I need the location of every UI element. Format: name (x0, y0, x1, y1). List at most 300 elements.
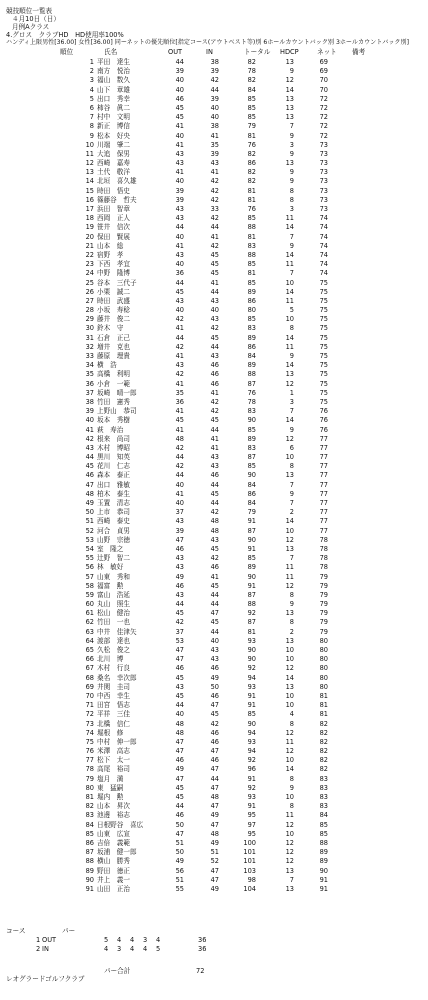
player-name-cell: 木村 博昭 (97, 443, 130, 452)
hdcp-cell: 8 (289, 462, 294, 471)
rank-cell: 49 (85, 499, 94, 507)
rank-cell: 43 (85, 443, 94, 452)
document-title: 競技順位一覧表 (6, 7, 53, 15)
out-score-cell: 43 (175, 682, 184, 691)
net-score-cell: 83 (319, 793, 328, 801)
out-score-cell: 42 (175, 443, 184, 452)
rank-cell: 66 (85, 655, 94, 664)
hdcp-cell: 12 (285, 379, 294, 388)
col-remarks: 備考 (352, 48, 366, 56)
player-name-cell: 大追 保男 (97, 149, 130, 158)
in-score-cell: 45 (210, 581, 219, 590)
rank-cell: 28 (85, 306, 94, 315)
in-score-cell: 44 (210, 287, 219, 296)
hdcp-cell: 12 (285, 747, 294, 756)
par-total-value: 72 (196, 967, 205, 975)
hdcp-cell: 11 (285, 214, 294, 223)
net-score-cell: 75 (319, 352, 328, 360)
table-row (0, 830, 428, 839)
table-row (0, 637, 428, 646)
total-score-cell: 90 (247, 572, 256, 581)
hdcp-cell: 13 (285, 884, 294, 893)
rank-cell: 18 (85, 214, 94, 223)
in-score-cell: 41 (210, 572, 219, 581)
net-score-cell: 77 (319, 508, 328, 517)
out-score-cell: 41 (175, 122, 184, 131)
player-name-cell: 北川 博 (97, 655, 124, 664)
net-score-cell: 69 (319, 58, 328, 66)
rank-cell: 46 (85, 471, 94, 480)
rank-cell: 47 (85, 480, 94, 489)
net-score-cell: 76 (319, 407, 328, 416)
rank-cell: 8 (89, 122, 94, 131)
in-score-cell: 49 (210, 811, 219, 820)
total-score-cell: 88 (247, 600, 256, 609)
total-score-cell: 82 (247, 58, 256, 66)
table-row (0, 269, 428, 278)
total-score-cell: 85 (247, 278, 256, 287)
net-score-cell: 74 (319, 223, 328, 232)
out-score-cell: 40 (175, 260, 184, 269)
player-name-cell: 上野山 恭司 (97, 407, 137, 416)
out-score-cell: 41 (175, 140, 184, 149)
net-score-cell: 82 (319, 719, 328, 728)
hdcp-cell: 7 (289, 407, 294, 416)
in-score-cell: 43 (210, 352, 219, 360)
player-name-cell: 横山 勝秀 (97, 857, 130, 866)
net-score-cell: 81 (319, 701, 328, 710)
player-name-cell: 柿谷 眞二 (97, 103, 130, 112)
net-score-cell: 72 (319, 103, 328, 112)
total-score-cell: 85 (247, 425, 256, 434)
out-score-cell: 43 (175, 205, 184, 213)
course-row-2-par-2: 3 (117, 945, 122, 953)
player-name-cell: 室 隆之 (97, 544, 124, 553)
in-score-cell: 41 (210, 388, 219, 397)
table-row (0, 361, 428, 370)
total-score-cell: 92 (247, 756, 256, 765)
table-row (0, 765, 428, 774)
table-row (0, 297, 428, 306)
hdcp-cell: 8 (289, 774, 294, 783)
rank-cell: 91 (85, 884, 94, 893)
total-score-cell: 90 (247, 655, 256, 664)
out-score-cell: 43 (175, 296, 184, 305)
player-name-cell: 新正 博信 (97, 122, 130, 131)
player-name-cell: 中村 伸一郎 (97, 737, 137, 746)
net-score-cell: 77 (319, 434, 328, 443)
player-name-cell: 辻野 智二 (97, 554, 130, 563)
hdcp-cell: 10 (285, 646, 294, 654)
out-score-cell: 39 (175, 195, 184, 204)
total-score-cell: 101 (243, 848, 256, 857)
total-score-cell: 89 (247, 287, 256, 296)
in-score-cell: 44 (210, 774, 219, 783)
table-row (0, 426, 428, 435)
player-name-cell: 井上 義一 (97, 875, 130, 884)
in-score-cell: 42 (210, 195, 219, 204)
table-row (0, 701, 428, 710)
total-score-cell: 98 (247, 875, 256, 884)
player-name-cell: 富山 浩延 (97, 590, 130, 599)
player-name-cell: 堀内 勲 (97, 793, 124, 801)
player-name-cell: 桑名 幸次郎 (97, 673, 137, 682)
in-score-cell: 46 (210, 361, 219, 370)
rank-cell: 89 (85, 866, 94, 875)
in-score-cell: 44 (210, 590, 219, 599)
table-row (0, 775, 428, 784)
in-score-cell: 43 (210, 453, 219, 462)
total-score-cell: 83 (247, 443, 256, 452)
out-score-cell: 44 (175, 223, 184, 232)
player-name-cell: 西崎 嘉寿 (97, 159, 130, 168)
player-name-cell: 平祥 三佳 (97, 710, 130, 719)
course-row-1-no: 1 (36, 936, 41, 944)
rank-cell: 40 (85, 416, 94, 425)
player-name-cell: 山下 章雄 (97, 85, 130, 94)
hdcp-cell: 7 (289, 480, 294, 489)
total-score-cell: 91 (247, 774, 256, 783)
rank-cell: 29 (85, 315, 94, 324)
rank-cell: 14 (85, 177, 94, 186)
net-score-cell: 77 (319, 480, 328, 489)
in-score-cell: 41 (210, 434, 219, 443)
hdcp-cell: 13 (285, 159, 294, 168)
player-name-cell: 小栗 誠二 (97, 287, 130, 296)
out-score-cell: 47 (175, 747, 184, 756)
rank-cell: 38 (85, 397, 94, 406)
total-score-cell: 82 (247, 177, 256, 186)
net-score-cell: 75 (319, 296, 328, 305)
in-score-cell: 43 (210, 535, 219, 544)
rank-cell: 1 (89, 58, 94, 66)
net-score-cell: 88 (319, 838, 328, 847)
table-row (0, 132, 428, 141)
out-score-cell: 43 (175, 149, 184, 158)
in-score-cell: 45 (210, 416, 219, 425)
rank-cell: 23 (85, 260, 94, 269)
table-row (0, 233, 428, 242)
total-score-cell: 88 (247, 223, 256, 232)
in-score-cell: 43 (210, 655, 219, 664)
course-row-1-par-3: 4 (130, 936, 135, 944)
out-score-cell: 50 (175, 820, 184, 829)
hdcp-cell: 1 (289, 388, 294, 397)
in-score-cell: 45 (210, 710, 219, 719)
rank-cell: 75 (85, 737, 94, 746)
hdcp-cell: 7 (289, 554, 294, 563)
in-score-cell: 44 (210, 480, 219, 489)
net-score-cell: 74 (319, 214, 328, 223)
rank-cell: 55 (85, 554, 94, 563)
out-score-cell: 51 (175, 875, 184, 884)
col-hdcp: HDCP (280, 48, 299, 56)
hdcp-cell: 9 (289, 67, 294, 76)
hdcp-cell: 13 (285, 103, 294, 112)
table-row (0, 848, 428, 857)
rank-cell: 34 (85, 361, 94, 370)
player-name-cell: 松山 健治 (97, 609, 130, 618)
total-score-cell: 91 (247, 802, 256, 811)
net-score-cell: 75 (319, 315, 328, 324)
in-score-cell: 38 (210, 122, 219, 131)
total-score-cell: 87 (247, 526, 256, 535)
hdcp-cell: 8 (289, 802, 294, 811)
hdcp-cell: 14 (285, 250, 294, 259)
total-score-cell: 76 (247, 205, 256, 213)
rank-cell: 61 (85, 609, 94, 618)
table-row (0, 527, 428, 536)
in-score-cell: 46 (210, 737, 219, 746)
table-row (0, 784, 428, 793)
player-name-cell: 井関 圭司 (97, 682, 130, 691)
hdcp-cell: 10 (285, 829, 294, 838)
table-row (0, 223, 428, 232)
hdcp-cell: 11 (285, 260, 294, 269)
player-name-cell: 宿野 孝 (97, 250, 124, 259)
player-name-cell: 森本 泰正 (97, 471, 130, 480)
rank-cell: 12 (85, 159, 94, 168)
in-score-cell: 45 (210, 333, 219, 342)
total-score-cell: 94 (247, 728, 256, 737)
hdcp-cell: 9 (289, 177, 294, 186)
in-score-cell: 50 (210, 682, 219, 691)
table-row (0, 288, 428, 297)
player-name-cell: 柏木 泰生 (97, 489, 130, 498)
out-score-cell: 49 (175, 765, 184, 774)
table-row (0, 380, 428, 389)
hdcp-cell: 12 (285, 820, 294, 829)
rank-cell: 56 (85, 563, 94, 572)
hdcp-cell: 10 (285, 701, 294, 710)
in-score-cell: 33 (210, 205, 219, 213)
out-score-cell: 46 (175, 811, 184, 820)
in-score-cell: 44 (210, 499, 219, 507)
total-score-cell: 84 (247, 352, 256, 360)
hdcp-cell: 3 (289, 205, 294, 213)
in-score-cell: 39 (210, 94, 219, 103)
net-score-cell: 78 (319, 544, 328, 553)
out-score-cell: 49 (175, 857, 184, 866)
in-score-cell: 47 (210, 701, 219, 710)
player-name-cell: 西岡 正人 (97, 214, 130, 223)
hdcp-cell: 12 (285, 857, 294, 866)
total-score-cell: 81 (247, 232, 256, 241)
hdcp-cell: 14 (285, 765, 294, 774)
out-score-cell: 39 (175, 526, 184, 535)
hdcp-cell: 14 (285, 673, 294, 682)
rank-cell: 52 (85, 526, 94, 535)
player-name-cell: 根来 尚司 (97, 434, 130, 443)
course-row-2-par-1: 4 (104, 945, 109, 953)
out-score-cell: 40 (175, 306, 184, 315)
player-name-cell: 上市 恭司 (97, 508, 130, 517)
hdcp-cell: 14 (285, 416, 294, 425)
rank-cell: 79 (85, 774, 94, 783)
total-score-cell: 89 (247, 333, 256, 342)
rank-cell: 67 (85, 664, 94, 673)
hdcp-cell: 12 (285, 535, 294, 544)
in-score-cell: 46 (210, 691, 219, 700)
in-score-cell: 41 (210, 168, 219, 177)
table-row (0, 471, 428, 480)
table-row (0, 76, 428, 85)
table-row (0, 168, 428, 177)
total-score-cell: 83 (247, 324, 256, 333)
table-row (0, 802, 428, 811)
player-name-cell: 笹井 信次 (97, 223, 130, 232)
out-score-cell: 42 (175, 370, 184, 379)
hdcp-cell: 9 (289, 600, 294, 609)
in-score-cell: 43 (210, 296, 219, 305)
net-score-cell: 90 (319, 866, 328, 875)
player-name-cell: 黒川 知英 (97, 453, 130, 462)
col-name: 氏名 (104, 48, 118, 56)
out-score-cell: 44 (175, 600, 184, 609)
table-row (0, 664, 428, 673)
course-row-1-par-4: 3 (143, 936, 148, 944)
out-score-cell: 45 (175, 673, 184, 682)
out-score-cell: 41 (175, 324, 184, 333)
total-score-cell: 81 (247, 186, 256, 195)
net-score-cell: 75 (319, 361, 328, 370)
net-score-cell: 77 (319, 453, 328, 462)
player-name-cell: 玉置 清志 (97, 499, 130, 507)
out-score-cell: 47 (175, 535, 184, 544)
total-score-cell: 87 (247, 379, 256, 388)
out-score-cell: 45 (175, 416, 184, 425)
out-score-cell: 39 (175, 67, 184, 76)
net-score-cell: 79 (319, 581, 328, 590)
course-row-1-total: 36 (198, 936, 207, 944)
player-name-cell: 石倉 正己 (97, 333, 130, 342)
course-par-table (0, 927, 428, 967)
in-score-cell: 46 (210, 563, 219, 572)
in-score-cell: 45 (210, 544, 219, 553)
net-score-cell: 79 (319, 600, 328, 609)
out-score-cell: 43 (175, 361, 184, 370)
table-row (0, 95, 428, 104)
table-row (0, 609, 428, 618)
player-name-cell: 久松 俊之 (97, 646, 130, 654)
rank-cell: 33 (85, 352, 94, 360)
table-row (0, 141, 428, 150)
in-score-cell: 40 (210, 113, 219, 122)
table-row (0, 122, 428, 131)
net-score-cell: 75 (319, 287, 328, 296)
hdcp-cell: 9 (289, 425, 294, 434)
net-score-cell: 73 (319, 186, 328, 195)
rank-cell: 17 (85, 205, 94, 213)
hdcp-cell: 13 (285, 94, 294, 103)
rank-cell: 57 (85, 572, 94, 581)
total-score-cell: 78 (247, 397, 256, 406)
event-date: ４月10日（日） (12, 15, 60, 23)
hdcp-cell: 10 (285, 756, 294, 765)
in-score-cell: 42 (210, 76, 219, 85)
hdcp-cell: 12 (285, 728, 294, 737)
table-row (0, 811, 428, 820)
player-name-cell: 増井 克也 (97, 342, 130, 351)
table-row (0, 343, 428, 352)
total-score-cell: 89 (247, 434, 256, 443)
rank-cell: 10 (85, 140, 94, 149)
table-row (0, 435, 428, 444)
table-row (0, 104, 428, 113)
handicap-conditions: ハンディ上限男性[36.00] 女性[36.00] 同ーネットの優先順位[指定コース(アウトベスト等)別 6ホールカウントバック別 3ホールカウントバック別] (6, 39, 409, 46)
table-row (0, 692, 428, 701)
net-score-cell: 70 (319, 85, 328, 94)
out-score-cell: 41 (175, 241, 184, 250)
total-score-cell: 84 (247, 480, 256, 489)
player-name-cell: 坂浦 健一郎 (97, 848, 137, 857)
net-score-cell: 73 (319, 159, 328, 168)
in-score-cell: 40 (210, 306, 219, 315)
total-score-cell: 79 (247, 508, 256, 517)
table-row (0, 453, 428, 462)
net-score-cell: 79 (319, 590, 328, 599)
player-name-cell: 鈴木 守 (97, 324, 124, 333)
in-score-cell: 44 (210, 425, 219, 434)
total-score-cell: 79 (247, 122, 256, 131)
course-row-1-par-2: 4 (117, 936, 122, 944)
hdcp-cell: 12 (285, 76, 294, 85)
table-row (0, 499, 428, 508)
table-row (0, 205, 428, 214)
total-score-cell: 100 (243, 838, 256, 847)
net-score-cell: 78 (319, 563, 328, 572)
hdcp-cell: 12 (285, 581, 294, 590)
total-score-cell: 82 (247, 76, 256, 85)
net-score-cell: 72 (319, 113, 328, 122)
table-row (0, 618, 428, 627)
total-score-cell: 87 (247, 590, 256, 599)
net-score-cell: 82 (319, 765, 328, 774)
total-score-cell: 84 (247, 85, 256, 94)
player-name-cell: 吉倍 義範 (97, 838, 130, 847)
in-score-cell: 42 (210, 508, 219, 517)
player-name-cell: 南方 悦治 (97, 67, 130, 76)
total-score-cell: 90 (247, 719, 256, 728)
in-score-cell: 49 (210, 673, 219, 682)
event-class: 月例Aクラス (12, 23, 50, 31)
table-row (0, 545, 428, 554)
net-score-cell: 79 (319, 572, 328, 581)
hdcp-cell: 3 (289, 140, 294, 149)
in-score-cell: 42 (210, 719, 219, 728)
out-score-cell: 44 (175, 471, 184, 480)
hdcp-cell: 8 (289, 195, 294, 204)
player-name-cell: 藤原 理貴 (97, 352, 130, 360)
total-score-cell: 85 (247, 214, 256, 223)
net-score-cell: 83 (319, 802, 328, 811)
course-row-2-total: 36 (198, 945, 207, 953)
col-net: ネット (317, 48, 337, 56)
rank-cell: 88 (85, 857, 94, 866)
in-score-cell: 42 (210, 554, 219, 563)
course-row-2-par-3: 4 (130, 945, 135, 953)
rank-cell: 87 (85, 848, 94, 857)
player-name-cell: 竹田 一也 (97, 618, 130, 627)
rank-cell: 4 (89, 85, 94, 94)
rank-cell: 6 (89, 103, 94, 112)
hdcp-cell: 9 (289, 149, 294, 158)
out-score-cell: 43 (175, 214, 184, 223)
in-score-cell: 51 (210, 848, 219, 857)
in-score-cell: 44 (210, 223, 219, 232)
in-score-cell: 48 (210, 526, 219, 535)
table-row (0, 591, 428, 600)
